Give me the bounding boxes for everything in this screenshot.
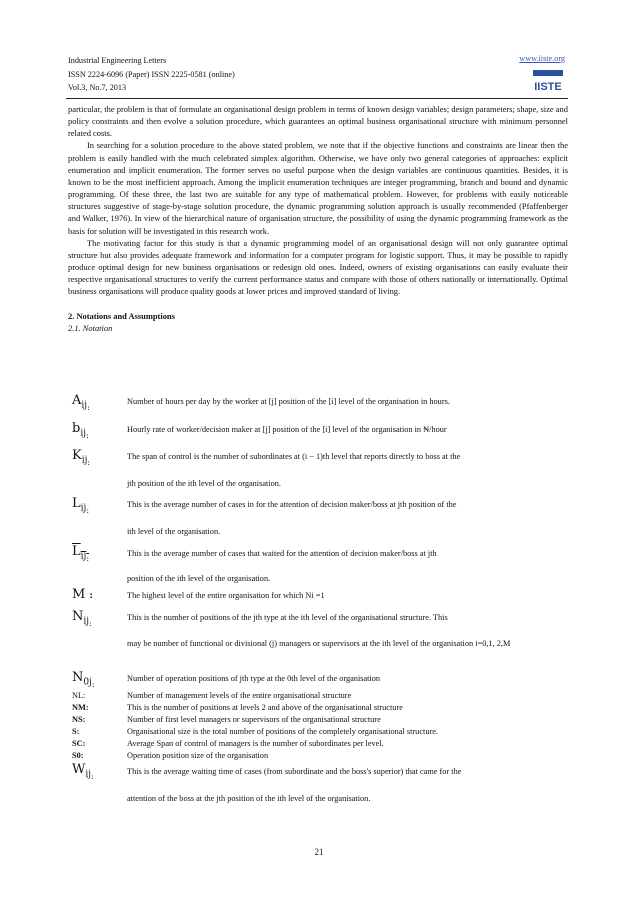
symbol-W: $W_{ij:}$ [72, 762, 94, 781]
paragraph-1: particular, the problem is that of formulate an organisational design problem in terms of known design variables; design parameters; shape, size and policy constraints and then evolve a solution procedure, which guarantees an optimal business organisational structure with minimum personnel related costs. [68, 104, 568, 139]
def-SC: Average Span of control of managers is the number of subordinates per level. [127, 739, 384, 748]
journal-header [68, 54, 235, 95]
paragraph-2: In searching for a solution procedure to the above stated problem, we note that if the objective functions and constraints are linear then the problem is easily handled with the much celebrated simplex algorithm. Otherwise, we have only two general categories of approaches: explicit enumeration and implicit enumeration. The former serves no useful purpose when the design variables are continuous quantities. Besides, it is known to be the most inefficient approach. Among the implicit enumeration techniques are integer programming, branch and bound and dynamic programming. Of these three, the last two are suitable for any type of mathematical problem. However, for problems with easily noticeable structures suggestive of stage-by-stage solution procedure, the dynamic programming solution approach is usually recommended (Pfaffenberger and Walker, 1976). In view of the hierarchical nature of organisation structure, the possibility of using the dynamic programming framework as the basis for solution will be investigated in this research work. [68, 140, 568, 236]
journal-url-link[interactable]: www.iiste.org [519, 54, 565, 63]
symbol-b: $b_{ij:}$ [72, 421, 89, 440]
def-N0j: Number of operation positions of jth type at the 0th level of the organisation [127, 674, 381, 683]
def-W-line1: This is the average waiting time of cases (from subordinate and the boss's superior) that came for the [127, 767, 462, 776]
symbol-L: $L_{ij:}$ [72, 496, 90, 515]
section-heading: 2. Notations and Assumptions [68, 310, 175, 321]
label-S0: S0: [72, 751, 84, 760]
symbol-A: $A_{ij:}$ [72, 393, 90, 412]
def-NM: This is the number of positions at levels 2 and above of the organisational structure [127, 703, 403, 712]
header-rule [66, 98, 568, 99]
def-Lbar-line2: position of the ith level of the organisation. [127, 574, 271, 583]
def-W-line2: attention of the boss at the jth position of the ith level of the organisation. [127, 794, 371, 803]
subsection-heading: 2.1. Notation [68, 322, 113, 333]
label-NS: NS: [72, 715, 86, 724]
def-M: The highest level of the entire organisation for which Ni =1 [127, 591, 325, 600]
symbol-M: M : [72, 587, 93, 602]
def-S: Organisational size is the total number of positions of the completely organisational structure. [127, 727, 438, 736]
def-NL: Number of management levels of the entire organisational structure [127, 691, 352, 700]
label-NL: NL: [72, 691, 86, 700]
label-SC: SC: [72, 739, 86, 748]
svg-text:IISTE: IISTE [534, 81, 562, 93]
symbol-N: $N_{ij:}$ [72, 609, 92, 628]
def-N-line1: This is the number of positions of the jth type at the ith level of the organisational structure. This [127, 613, 448, 622]
def-N-line2: may be number of functional or divisional (j) managers or supervisors at the ith level of the organisation i=0,1, 2,M [127, 639, 511, 648]
body-text [68, 103, 568, 334]
label-S: S: [72, 727, 80, 736]
def-S0: Operation position size of the organisation [127, 751, 269, 760]
def-NS: Number of first level managers or supervisors of the organisational structure [127, 715, 381, 724]
symbol-N0j: $N_{0j:}$ [72, 670, 95, 689]
paragraph-3: The motivating factor for this study is that a dynamic programming model of an organisational design will not only guarantee optimal structure but also provides adequate framework and information for a computer program for logistic support. Thus, it may be possible to rapidly produce optimal design for new business organisations or redesign old ones. Indeed, owners of existing organisations can easily evaluate their respective organisational structures to verify the current performance status and compare with those of others nationally or internationally. Optimal business organisations will produce quality goods at lower prices and improved standard of living. [68, 237, 568, 297]
issn-line: ISSN 2224-6096 (Paper) ISSN 2225-0581 (online) [68, 69, 235, 79]
def-L-line1: This is the average number of cases in for the attention of decision maker/boss at jth position of the [127, 500, 457, 509]
symbol-L-bar: $L_{ij:}$ [72, 544, 90, 563]
iiste-logo [529, 68, 567, 94]
volume-line: Vol.3, No.7, 2013 [68, 83, 127, 92]
def-A: Number of hours per day by the worker at [j] position of the [i] level of the organisation in hours. [127, 397, 450, 406]
def-K-line1: The span of control is the number of subordinates at (i − 1)th level that reports directly to boss at the [127, 452, 461, 461]
def-L-line2: ith level of the organisation. [127, 527, 221, 536]
journal-name: Industrial Engineering Letters [68, 56, 167, 65]
page-number: 21 [314, 847, 324, 857]
symbol-K: $K_{ij:}$ [72, 448, 91, 467]
label-NM: NM: [72, 703, 89, 712]
def-b: Hourly rate of worker/decision maker at [j] position of the [i] level of the organisation in ₦/hour [127, 425, 447, 434]
def-Lbar-line1: This is the average number of cases that waited for the attention of decision maker/boss at jth [127, 549, 437, 558]
def-K-line2: jth position of the ith level of the organisation. [127, 479, 282, 488]
